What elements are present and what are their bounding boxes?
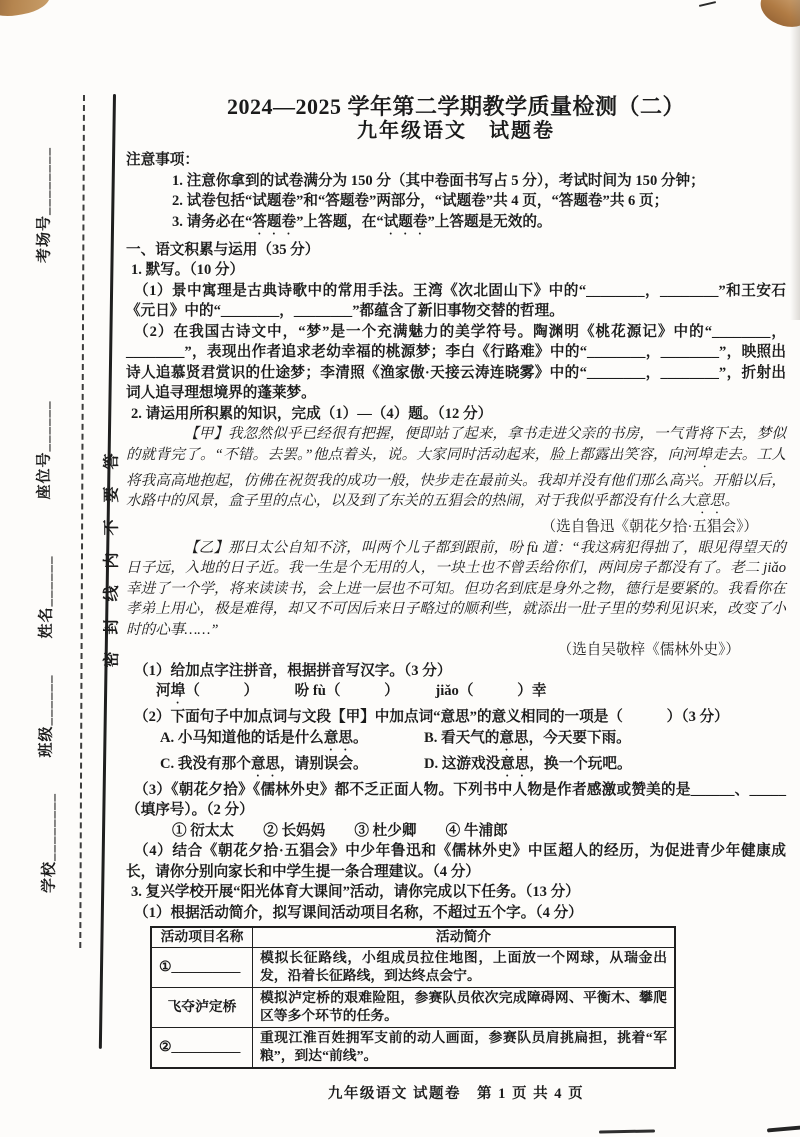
seal-field-name: 姓名______ (38, 555, 55, 639)
pinyin-blanks-line: 河埠（ ） 吩 fù（ ） jiǎo（ ）幸 (156, 683, 547, 699)
seal-field-class: 班级______ (38, 674, 55, 758)
page-subtitle: 九年级语文 试题卷 (357, 119, 555, 142)
activity-table (150, 926, 676, 1069)
option-a: A. 小马知道他的话是什么意思。 (160, 729, 368, 746)
seal-dashed-line (79, 95, 85, 948)
activity-desc-2: 模拟泸定桥的艰难险阻，参赛队员依次完成障碍网、平衡木、攀爬区等多个环节的任务。 (253, 987, 676, 1027)
seal-field-school: 学校________ (41, 792, 58, 894)
question-3-part-1-stem: （1）根据活动简介，拟写课间活动项目名称，不超过五个字。（4 分） (134, 904, 583, 921)
scan-edge-mark-right (767, 1126, 800, 1133)
activity-desc-3: 重现江淮百姓拥军支前的动人画面，参赛队员肩挑扁担，挑着“军粮”，到达“前线”。 (253, 1027, 676, 1068)
notice-heading: 注意事项： (126, 152, 199, 168)
table-row (151, 947, 675, 987)
option-d: D. 这游戏没意思，换一个玩吧。 (424, 755, 632, 772)
desk-corner-artifact-left (0, 0, 52, 20)
pen-mark-artifact (699, 1, 716, 7)
question-1-stem: 1. 默写。（10 分） (131, 262, 245, 278)
character-choices-line: ① 衍太太 ② 长妈妈 ③ 杜少卿 ④ 牛浦郎 (172, 822, 508, 839)
exam-content (126, 94, 786, 1104)
table-row (151, 987, 675, 1027)
question-2-part-2-stem: （2）下面句子中加点词与文段【甲】中加点词“意思”的意义相同的一项是（ ）（3 分） (134, 709, 729, 725)
seal-field-seat-number: 座位号______ (36, 400, 53, 500)
scan-edge-mark-left (599, 1129, 655, 1133)
notice-item-3: 3. 请务必在“答题卷”上答题，在“试题卷”上答题是无效的。 (172, 213, 552, 230)
table-header-row (151, 927, 675, 947)
question-2-part-1-stem: （1）给加点字注拼音，根据拼音写汉字。（3 分） (134, 662, 452, 679)
activity-name-blank-3: ②__________ (151, 1027, 253, 1068)
passage-jia: 【甲】我忽然似乎已经很有把握，便即站了起来，拿书走进父亲的书房，一气背将下去，梦似的就背完了。“不错。去罢。”他点着头，说。大家同时活动起来，脸上都露出笑容，向河埠走去。工人将我高高地抱起，仿佛在祝贺我的成功一般，快步走在最前头。我却并没有他们那么高兴。开船以后，水路中的风景，盒子里的点心，以及到了东关的五猖会的热闹，对于我似乎都没有什么大意思。 (126, 426, 786, 509)
options-row-cd (126, 754, 786, 780)
passage-yi: 【乙】那日太公自知不济，叫两个儿子都到跟前，吩 fù 道：“我这病犯得拙了，眼见得望天的日子远，入地的日子近。我一生是个无用的人，一块土也不曾丢给你们，两间房子都没有了。老二 jiǎo 幸进了一个学，将来读读书，会上进一层也不可知。但功名到底是身外之物，德行是要紧的。我看你在孝弟上用心，极是难得，却又不可因后来日子略过的顺利些，就添出一肚子里的势利见识来，改变了小时的心事……” (126, 539, 786, 638)
question-1-part-2: （2）在我国古诗文中，“梦”是一个充满魅力的美学符号。陶渊明《桃花源记》中的“________，________”，表现出作者追求老幼幸福的桃源梦；李白《行路难》中的“________，________”，映照出诗人追慕贤君赏识的仕途梦；李清照《渔家傲·天接云涛连晓雾》中的“________，________”，折射出词人追寻理想境界的蓬莱梦。 (126, 323, 786, 401)
activity-name-2: 飞夺泸定桥 (151, 987, 253, 1027)
page-footer: 九年级语文 试题卷 第 1 页 共 4 页 (327, 1085, 585, 1102)
notice-item-2: 2. 试卷包括“试题卷”和“答题卷”两部分，“试题卷”共 4 页，“答题卷”共 6 页； (172, 193, 669, 209)
passage-yi-source: （选自吴敬梓《儒林外史》） (557, 642, 740, 658)
scan-shadow-right (790, 0, 800, 320)
seal-line-text: 密封线内不要答 (103, 436, 121, 668)
table-row (151, 1027, 675, 1068)
options-row-ab (126, 728, 786, 754)
notice-item-1: 1. 注意你拿到的试卷满分为 150 分（其中卷面书写占 5 分），考试时间为 150 分钟； (172, 172, 705, 189)
option-c: C. 我没有那个意思，请别误会。 (160, 755, 368, 772)
section-1-heading: 一、语文积累与运用（35 分） (126, 241, 320, 258)
question-2-part-4-stem: （4）结合《朝花夕拾·五猖会》中少年鲁迅和《儒林外史》中匡超人的经历，为促进青少年健康成长，请你分别向家长和中学生提一条合理建议。（4 分） (126, 843, 786, 880)
question-3-stem: 3. 复兴学校开展“阳光体育大课间”活动，请你完成以下任务。（13 分） (131, 884, 580, 900)
passage-jia-source: （选自鲁迅《朝花夕拾·五猖会》） (541, 519, 758, 535)
question-1-part-1: （1）景中寓理是古典诗歌中的常用手法。王湾《次北固山下》中的“________，________”和王安石《元日》中的“________，________”都蕴含了新旧事物交替的哲理。 (126, 282, 786, 319)
seal-field-exam-room: 考场号________ (36, 146, 53, 264)
table-header-intro: 活动简介 (253, 927, 676, 947)
activity-desc-1: 模拟长征路线，小组成员拉住地图，上面放一个网球，从瑞金出发，沿着长征路线，到达终点会宁。 (253, 947, 676, 987)
option-b: B. 看天气的意思，今天要下雨。 (424, 729, 631, 746)
table-header-name: 活动项目名称 (151, 927, 253, 947)
question-2-part-3-stem: （3）《朝花夕拾》《儒林外史》都不乏正面人物。下列书中人物是作者感激或赞美的是______、_____（填序号）。（2 分） (126, 781, 786, 818)
question-2-stem: 2. 请运用所积累的知识，完成（1）—（4）题。（12 分） (131, 405, 493, 422)
activity-name-blank-1: ①__________ (151, 947, 253, 987)
page-title: 2024—2025 学年第二学期教学质量检测（二） (226, 94, 685, 119)
